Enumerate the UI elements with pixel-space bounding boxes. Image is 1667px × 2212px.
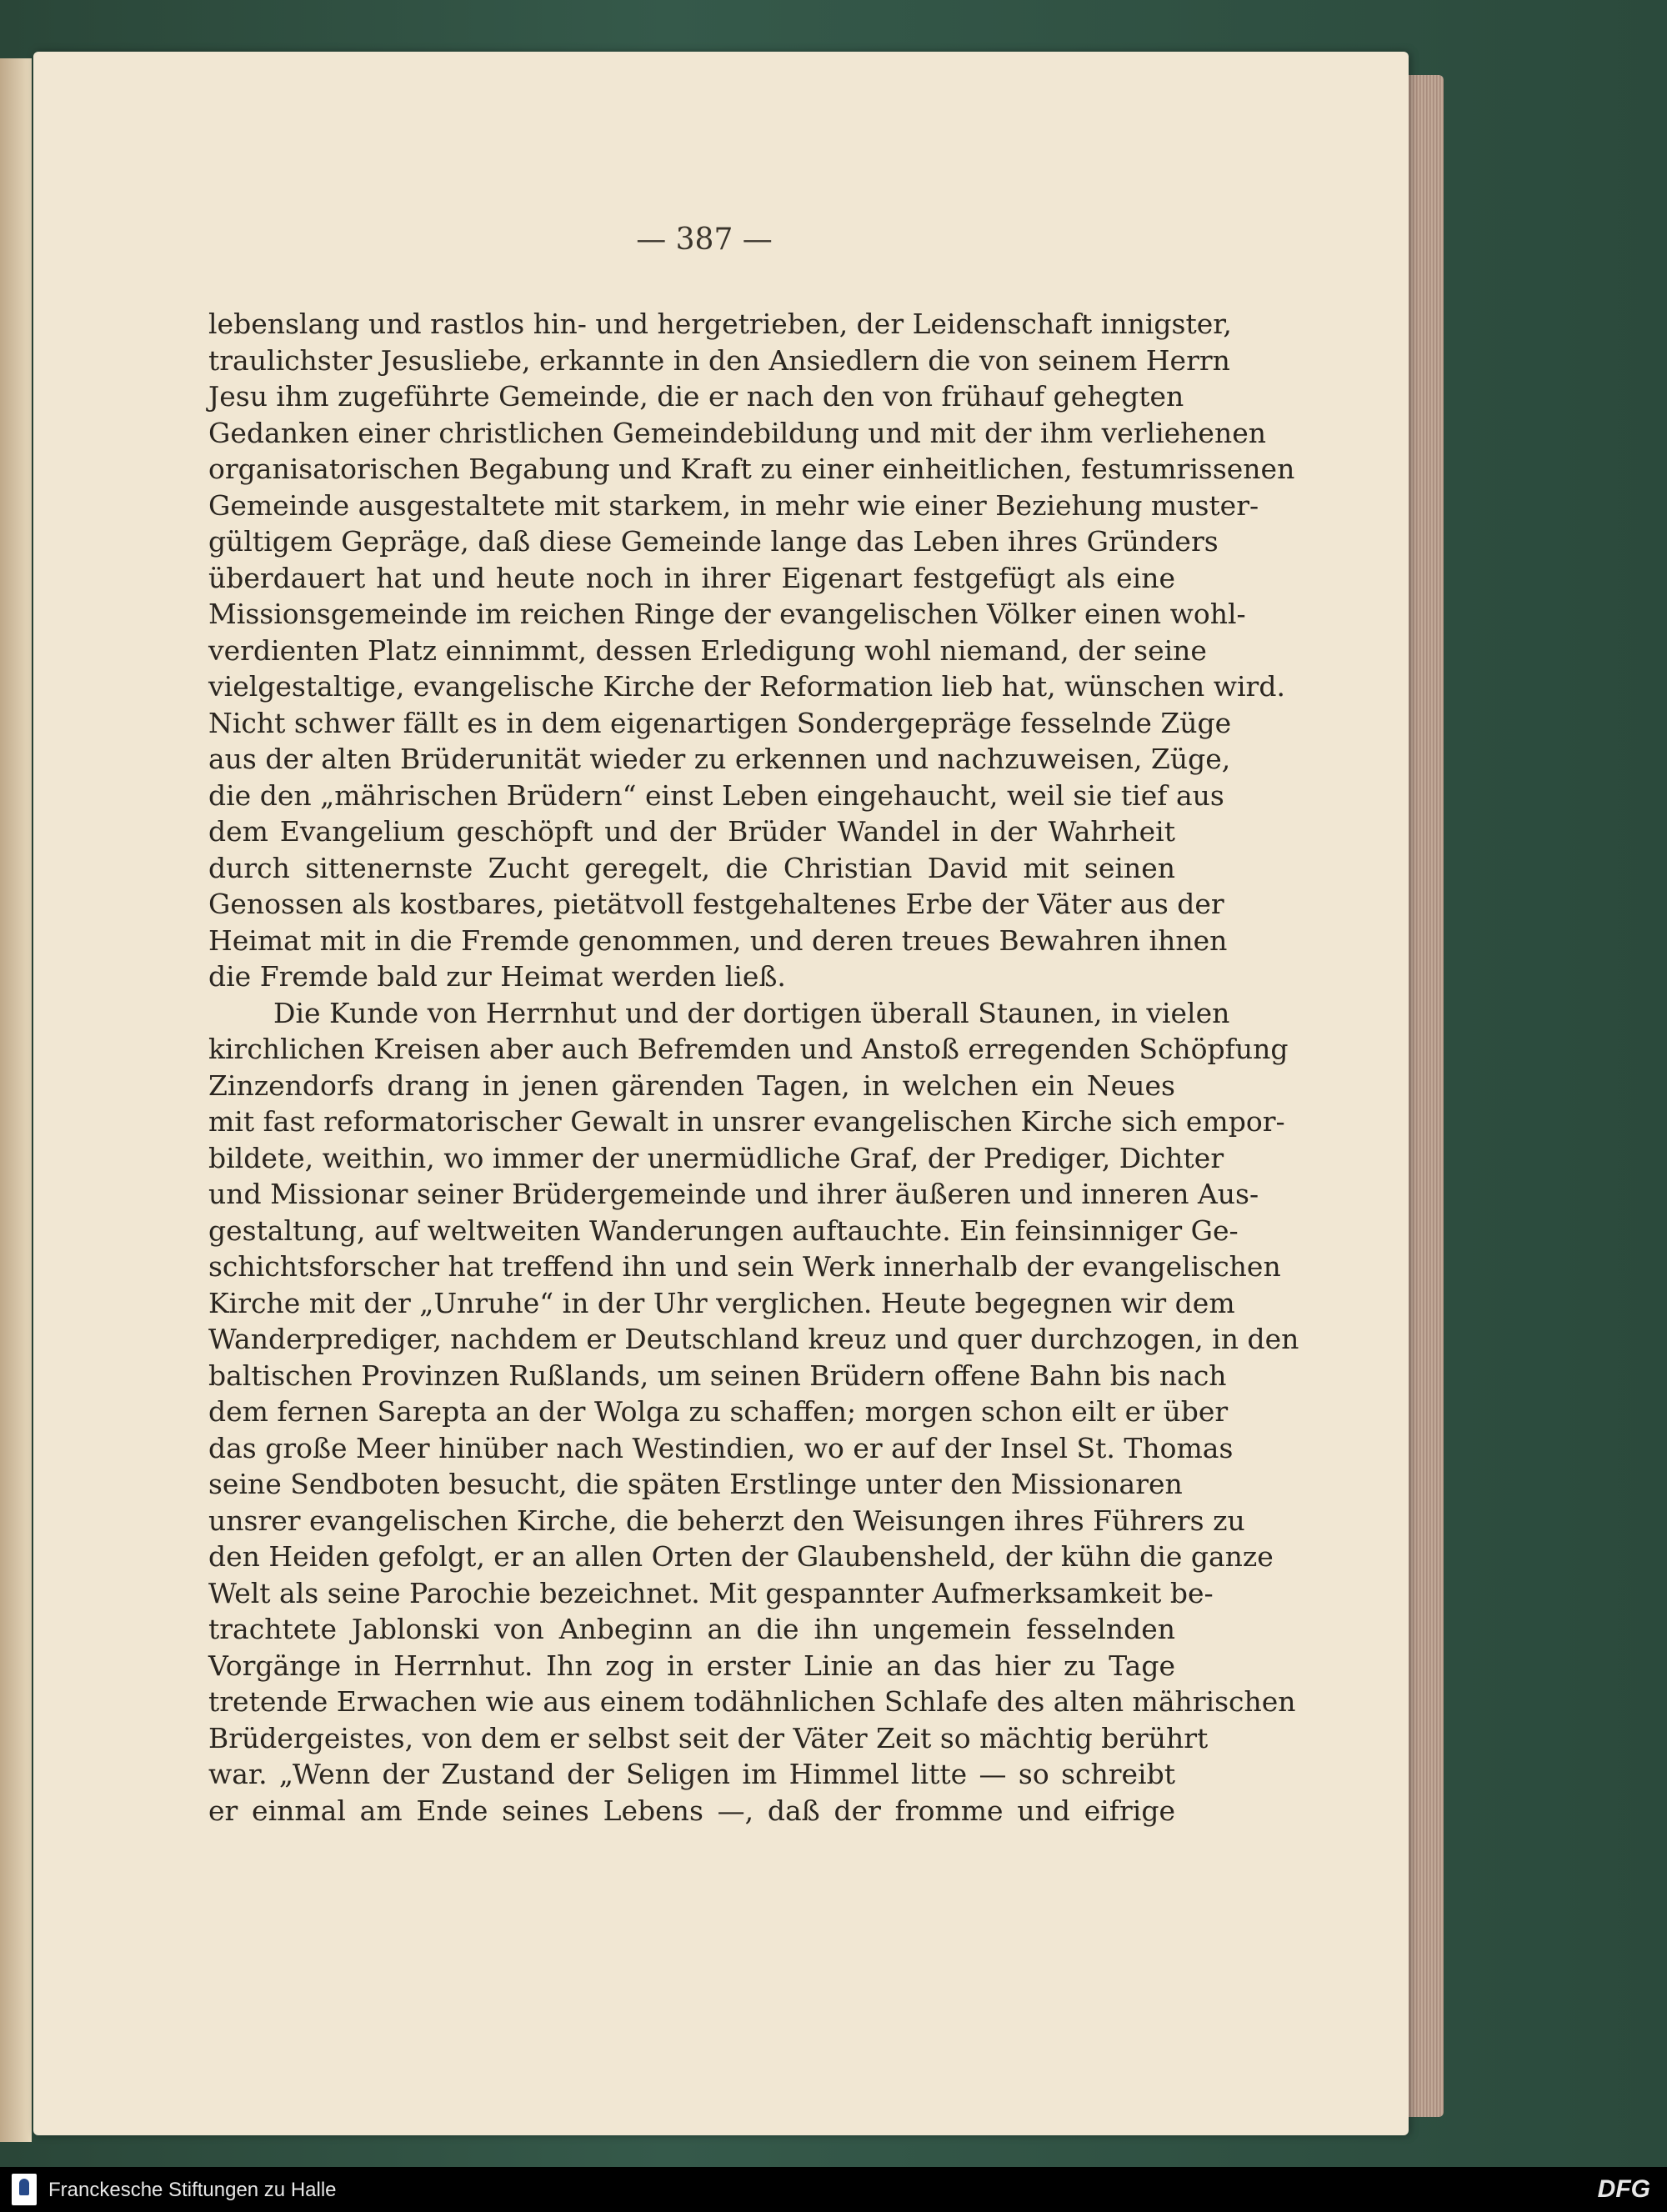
text-line: die den „mährischen Brüdern“ einst Leben eingehaucht, weil sie tief aus [208,778,1224,812]
text-line: vielgestaltige, evangelische Kirche der Reformation lieb hat, wünschen wird. [208,670,1285,703]
text-line: tretende Erwachen wie aus einem todähnlichen Schlafe des alten mährischen [208,1685,1296,1718]
text-line: aus der alten Brüderunität wieder zu erkennen und nachzuweisen, Züge, [208,743,1231,775]
text-line: die Fremde bald zur Heimat werden ließ. [208,960,786,993]
text-line: Wanderprediger, nachdem er Deutschland kreuz und quer durchzogen, in den [208,1323,1299,1355]
text-line: gestaltung, auf weltweiten Wanderungen auftauchte. Ein feinsinniger Ge- [208,1214,1239,1247]
text-line: war. „Wenn der Zustand der Seligen im Himmel litte — so schreibt [208,1758,1175,1790]
text-line: Kirche mit der „Unruhe“ in der Uhr verglichen. Heute begegnen wir dem [208,1286,1235,1319]
text-line: Vorgänge in Herrnhut. Ihn zog in erster Linie an das hier zu Tage [208,1649,1175,1682]
text-line: schichtsforscher hat treffend ihn und sein Werk innerhalb der evangelischen [208,1250,1281,1283]
dfg-logo: DFG [1597,2175,1650,2203]
institution-logo-icon [12,2174,37,2205]
book-page [33,52,1409,2135]
viewer-footer [0,2167,1667,2212]
text-line: kirchlichen Kreisen aber auch Befremden und Anstoß erregenden Schöpfung [208,1033,1289,1065]
text-line: bildete, weithin, wo immer der unermüdliche Graf, der Prediger, Dichter [208,1141,1224,1174]
text-line: trachtete Jablonski von Anbeginn an die ihn ungemein fesselnden [208,1613,1175,1645]
text-line: Genossen als kostbares, pietätvoll festgehaltenes Erbe der Väter aus der [208,888,1224,920]
text-line: traulichster Jesusliebe, erkannte in den Ansiedlern die von seinem Herrn [208,343,1230,377]
text-line: Brüdergeistes, von dem er selbst seit der Väter Zeit so mächtig berührt [208,1721,1209,1754]
text-line: lebenslang und rastlos hin- und hergetrieben, der Leidenschaft innigster, [208,308,1232,340]
text-line: überdauert hat und heute noch in ihrer Eigenart festgefügt als eine [208,561,1175,594]
text-line: Zinzendorfs drang in jenen gärenden Tagen, in welchen ein Neues [208,1068,1175,1102]
text-line: Gedanken einer christlichen Gemeindebildung und mit der ihm verliehenen [208,416,1267,449]
text-line: Welt als seine Parochie bezeichnet. Mit gespannter Aufmerksamkeit be- [208,1576,1214,1609]
text-line: Gemeinde ausgestaltete mit starkem, in mehr wie einer Beziehung muster- [208,488,1259,522]
text-line: den Heiden gefolgt, er an allen Orten der Glaubensheld, der kühn die ganze [208,1540,1274,1573]
text-line: verdienten Platz einnimmt, dessen Erledigung wohl niemand, der seine [208,633,1207,667]
text-line: Nicht schwer fällt es in dem eigenartigen Sondergepräge fesselnde Züge [208,706,1232,739]
page-number: — 387 — [636,223,773,257]
text-line: er einmal am Ende seines Lebens —, daß der fromme und eifrige [208,1794,1175,1827]
text-line: und Missionar seiner Brüdergemeinde und ihrer äußeren und inneren Aus- [208,1178,1259,1210]
text-line: mit fast reformatorischer Gewalt in unsrer evangelischen Kirche sich empor- [208,1105,1285,1138]
text-line: Die Kunde von Herrnhut und der dortigen überall Staunen, in vielen [273,996,1230,1029]
text-line: organisatorischen Begabung und Kraft zu einer einheitlichen, festumrissenen [208,453,1295,485]
text-line: durch sittenernste Zucht geregelt, die Christian David mit seinen [208,851,1175,884]
text-line: gültigem Gepräge, daß diese Gemeinde lange das Leben ihres Gründers [208,525,1219,558]
text-line: Heimat mit in die Fremde genommen, und deren treues Bewahren ihnen [208,923,1228,957]
text-line: dem fernen Sarepta an der Wolga zu schaffen; morgen schon eilt er über [208,1395,1229,1428]
text-line: dem Evangelium geschöpft und der Brüder Wandel in der Wahrheit [208,815,1175,848]
text-line: unsrer evangelischen Kirche, die beherzt den Weisungen ihres Führers zu [208,1504,1245,1537]
text-line: seine Sendboten besucht, die späten Erstlinge unter den Missionaren [208,1468,1183,1500]
text-line: baltischen Provinzen Rußlands, um seinen Brüdern offene Bahn bis nach [208,1359,1227,1392]
text-line: Missionsgemeinde im reichen Ringe der evangelischen Völker einen wohl- [208,598,1246,630]
body-text [208,306,1299,1829]
institution-name: Franckesche Stiftungen zu Halle [48,2179,337,2201]
left-page-edge [0,58,32,2142]
text-line: Jesu ihm zugeführte Gemeinde, die er nach den von frühauf gehegten [208,380,1184,413]
text-line: das große Meer hinüber nach Westindien, wo er auf der Insel St. Thomas [208,1431,1234,1464]
